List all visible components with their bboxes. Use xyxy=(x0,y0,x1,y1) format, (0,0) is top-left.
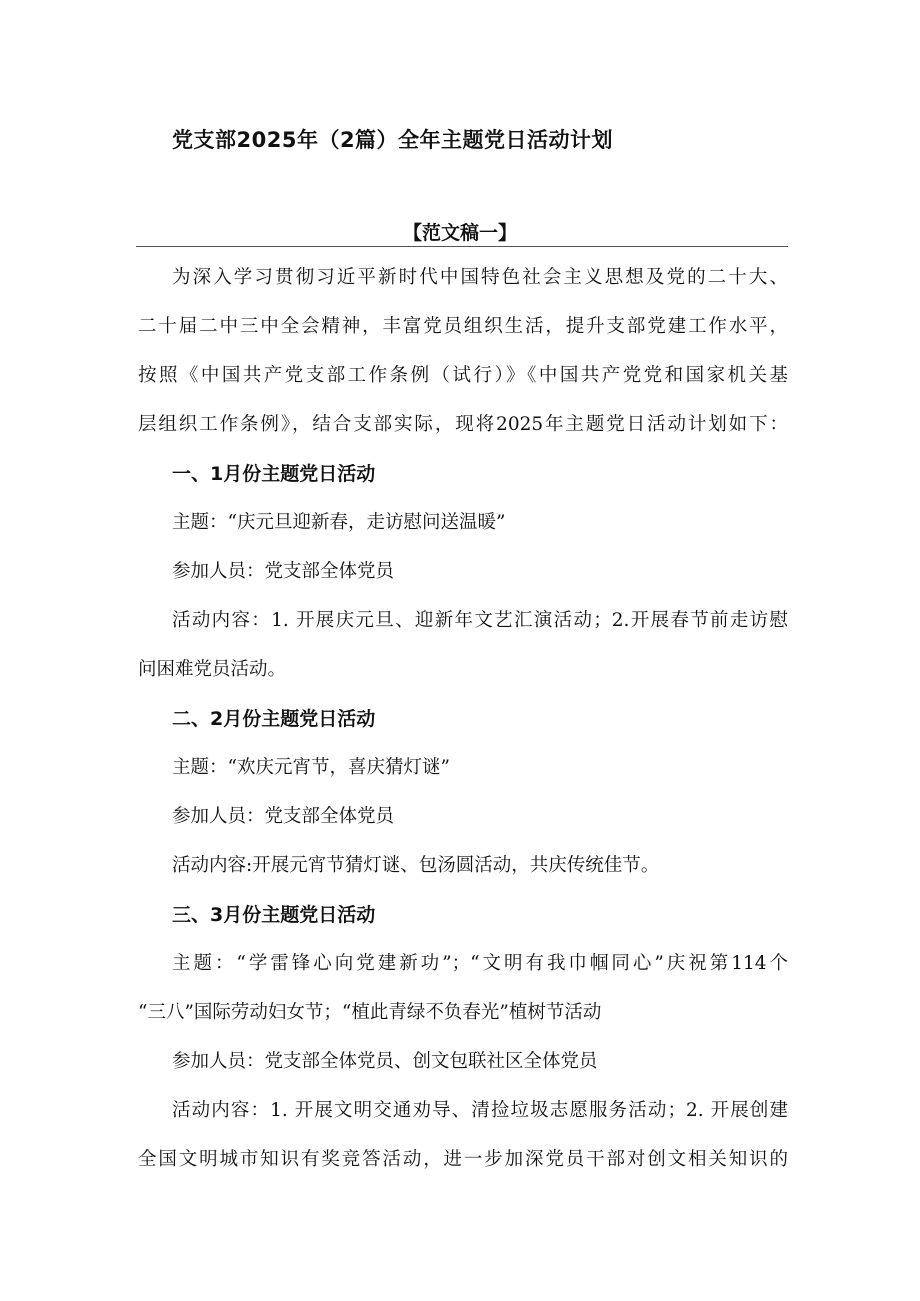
section-label: 【范文稿一】 xyxy=(402,222,517,244)
month3-theme-line-1: 主题：“学雷锋心向党建新功”；“文明有我巾帼同心”庆祝第114个 xyxy=(172,953,788,974)
month2-participants: 参加人员：党支部全体党员 xyxy=(172,806,395,827)
month2-theme: 主题：“欢庆元宵节，喜庆猜灯谜” xyxy=(172,757,450,778)
intro-line-1: 为深入学习贯彻习近平新时代中国特色社会主义思想及党的二十大、 xyxy=(172,267,788,288)
month1-content-line-1: 活动内容：1. 开展庆元旦、迎新年文艺汇演活动；2.开展春节前走访慰 xyxy=(172,610,788,631)
divider-rule xyxy=(136,246,788,247)
month3-content-line-2: 全国文明城市知识有奖竞答活动，进一步加深党员干部对创文相关知识的 xyxy=(138,1149,788,1170)
month1-theme: 主题：“庆元旦迎新春，走访慰问送温暖” xyxy=(172,512,506,533)
month3-content-line-1: 活动内容：1. 开展文明交通劝导、清捡垃圾志愿服务活动；2. 开展创建 xyxy=(172,1100,788,1121)
document-title: 党支部2025年（2篇）全年主题党日活动计划 xyxy=(172,128,614,152)
month2-heading: 二、2月份主题党日活动 xyxy=(172,708,376,730)
month3-theme-line-2: “三八”国际劳动妇女节；“植此青绿不负春光”植树节活动 xyxy=(138,1002,602,1023)
month3-heading: 三、3月份主题党日活动 xyxy=(172,904,376,926)
month1-heading: 一、1月份主题党日活动 xyxy=(172,463,376,485)
month3-participants: 参加人员：党支部全体党员、创文包联社区全体党员 xyxy=(172,1051,598,1072)
month1-participants: 参加人员：党支部全体党员 xyxy=(172,561,395,582)
intro-line-3: 按照《中国共产党支部工作条例（试行）》《中国共产党党和国家机关基 xyxy=(138,365,788,386)
intro-line-4: 层组织工作条例》，结合支部实际，现将2025年主题党日活动计划如下： xyxy=(138,414,788,435)
month2-content-line-1: 活动内容:开展元宵节猜灯谜、包汤圆活动，共庆传统佳节。 xyxy=(172,855,660,876)
intro-line-2: 二十届二中三中全会精神，丰富党员组织生活，提升支部党建工作水平， xyxy=(138,316,788,337)
month1-content-line-2: 问困难党员活动。 xyxy=(138,659,287,680)
